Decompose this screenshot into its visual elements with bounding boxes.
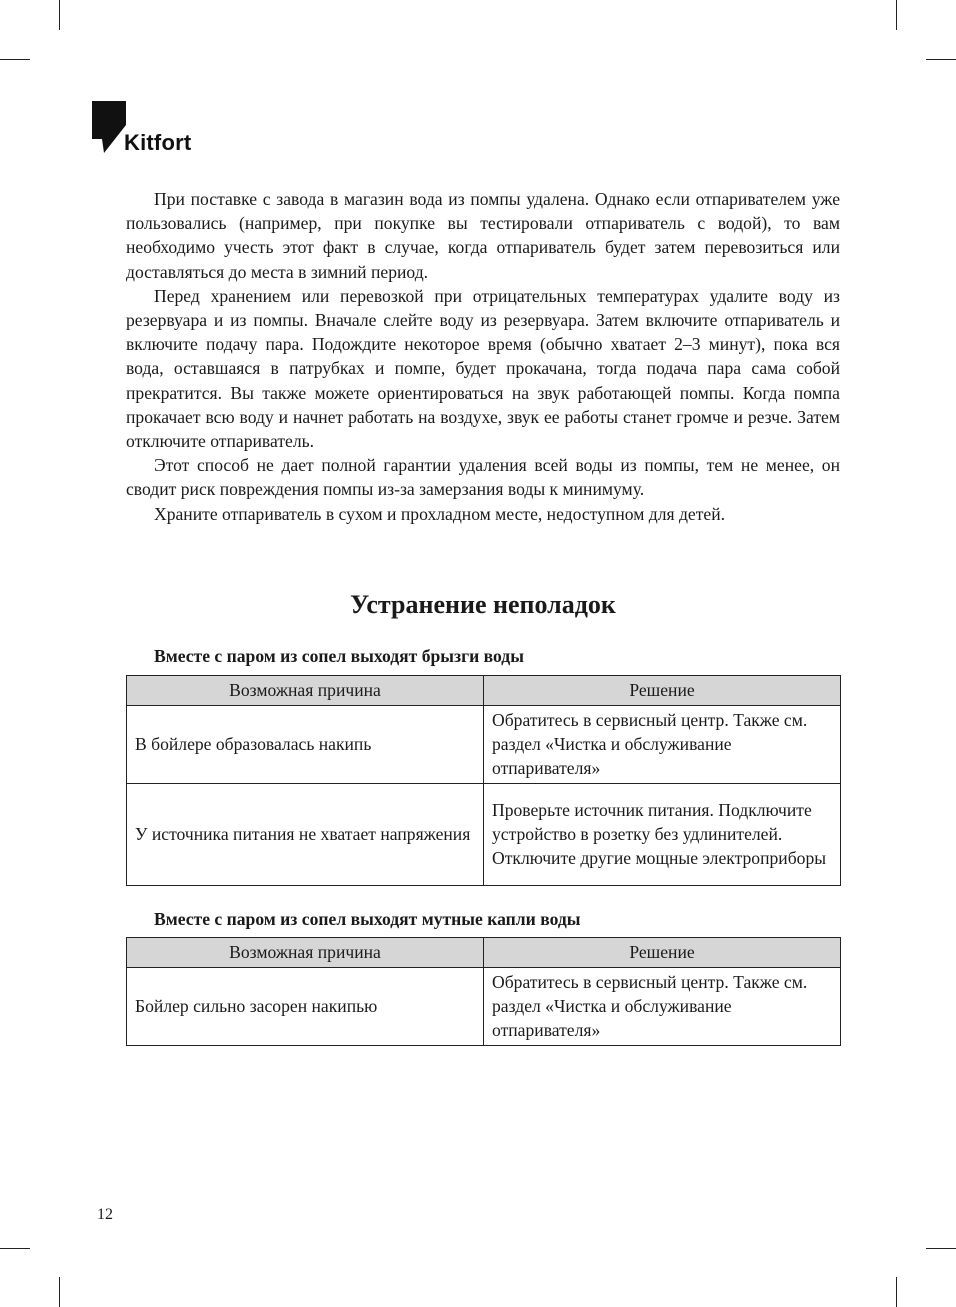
crop-mark (926, 1248, 956, 1249)
section-title: Устранение неполадок (350, 590, 616, 619)
table-header-row (127, 676, 841, 706)
paragraph: Этот способ не дает полной гарантии удаления всей воды из помпы, тем не менее, он сводит риск повреждения помпы из-за замерзания воды к минимуму. (126, 455, 840, 500)
table-header-row (127, 938, 841, 968)
table-row (127, 706, 841, 784)
cause-cell: У источника питания не хватает напряжения (127, 783, 484, 885)
brand-logo (92, 101, 212, 157)
column-header-cause: Возможная причина (127, 938, 484, 968)
crop-mark (0, 59, 30, 60)
paragraph: Храните отпариватель в сухом и прохладном месте, недоступном для детей. (154, 503, 726, 524)
problem-heading: Вместе с паром из сопел выходят мутные капли воды (154, 909, 581, 929)
column-header-cause: Возможная причина (127, 676, 484, 706)
problem-heading: Вместе с паром из сопел выходят брызги воды (154, 646, 524, 666)
crop-mark (59, 0, 60, 30)
crop-mark (59, 1277, 60, 1307)
body-text (126, 187, 840, 526)
kitfort-logo-icon (92, 101, 126, 155)
solution-cell: Обратитесь в сервисный центр. Также см. раздел «Чистка и обслуживание отпаривателя» (484, 706, 841, 784)
solution-cell: Проверьте источник питания. Подключите устройство в розетку без удлинителей. Отключите другие мощные электроприборы (484, 783, 841, 885)
troubleshooting-table (126, 675, 841, 886)
cause-cell: Бойлер сильно засорен накипью (127, 968, 484, 1046)
table-row (127, 968, 841, 1046)
solution-cell: Обратитесь в сервисный центр. Также см. раздел «Чистка и обслуживание отпаривателя» (484, 968, 841, 1046)
crop-mark (0, 1248, 30, 1249)
crop-mark (896, 0, 897, 30)
crop-mark (896, 1277, 897, 1307)
cause-cell: В бойлере образовалась накипь (127, 706, 484, 784)
page-number: 12 (97, 1206, 113, 1223)
paragraph: При поставке с завода в магазин вода из помпы удалена. Однако если отпаривателем уже пользовались (например, при покупке вы тестировали отпариватель с водой), то вам необходимо учесть этот факт в случае, когда отпариватель будет затем перевозиться или доставляться до места в зимний период. (126, 189, 840, 282)
brand-name: Kitfort (124, 130, 192, 155)
troubleshooting-table (126, 937, 841, 1046)
table-row (127, 783, 841, 885)
paragraph: Перед хранением или перевозкой при отрицательных температурах удалите воду из резервуара и из помпы. Вначале слейте воду из резервуара. Затем включите отпариватель и включите подачу пара. Подождите некоторое время (обычно хватает 2–3 минут), пока вся вода, оставшаяся в патрубках и помпе, будет прокачана, тогда подача пара сама собой прекратится. Вы также можете ориентироваться на звук работающей помпы. Когда помпа прокачает всю воду и начнет работать на воздухе, звук ее работы станет громче и резче. Затем отключите отпариватель. (126, 285, 840, 452)
column-header-solution: Решение (484, 676, 841, 706)
crop-mark (926, 59, 956, 60)
column-header-solution: Решение (484, 938, 841, 968)
